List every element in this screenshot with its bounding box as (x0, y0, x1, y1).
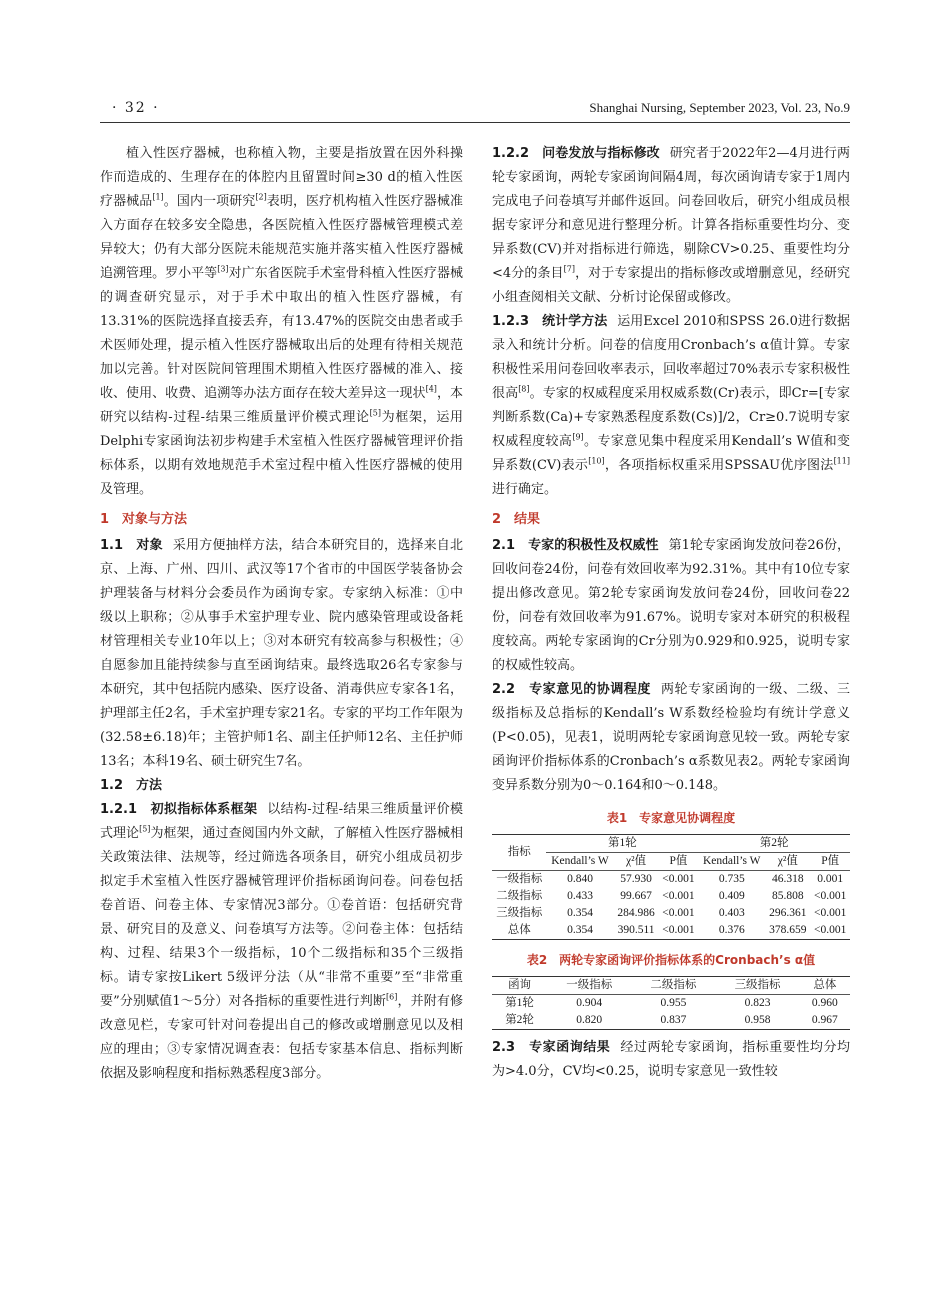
table-cell: 0.354 (567, 907, 593, 919)
table-2 (492, 976, 850, 1030)
table-cell: 0.354 (567, 924, 593, 936)
section-2-3: 2.3 专家函询结果 经过两轮专家函询，指标重要性均分均为>4.0分，CV均<0.25，说明专家意见一致性较 (492, 1040, 850, 1079)
table-1-group-round-2: 第2轮 (698, 835, 850, 853)
table-1-col: Kendall’s W (546, 853, 613, 871)
table-2-col: 一级指标 (547, 977, 631, 995)
table-cell: 二级指标 (496, 890, 543, 902)
left-column (100, 142, 463, 1086)
table-cell: 0.955 (660, 997, 687, 1009)
table-cell: 0.960 (811, 997, 838, 1009)
right-column (492, 142, 850, 1084)
table-cell: 0.735 (718, 873, 745, 885)
page-number: · 32 · (112, 100, 160, 116)
table-2-col: 函询 (492, 977, 547, 995)
section-2-2: 2.2 专家意见的协调程度 两轮专家函询的一级、二级、三级指标及总指标的Kendall’s W系数经检验均有统计学意义(P<0.05)，见表1，说明两轮专家函询意见较一致。两轮专家函询评价指标体系的Cronbach’s α系数见表2。两轮专家函询变异系数分别为0～0.164和0～0.148。 (492, 682, 850, 793)
table-cell: 0.409 (718, 890, 745, 902)
table-cell: 0.958 (744, 1014, 771, 1026)
table-cell: 一级指标 (496, 873, 543, 885)
table-cell: 296.361 (769, 907, 807, 919)
table-cell: <0.001 (813, 907, 847, 919)
table-cell: <0.001 (662, 907, 695, 919)
table-row (492, 871, 850, 889)
table-cell: 0.376 (718, 924, 745, 936)
table-2-col: 总体 (800, 977, 850, 995)
table-cell: 0.967 (811, 1014, 838, 1026)
table-cell: <0.001 (662, 924, 695, 936)
table-cell: 总体 (507, 924, 531, 936)
table-1-group-round-1: 第1轮 (546, 835, 698, 853)
table-cell: 85.808 (772, 890, 804, 902)
table-cell: 0.403 (718, 907, 745, 919)
table-1-col: Kendall’s W (698, 853, 765, 871)
section-2-heading: 2 结果 (492, 512, 541, 527)
table-row (492, 1012, 850, 1030)
table-cell: 第2轮 (505, 1014, 534, 1026)
table-2-col: 三级指标 (715, 977, 799, 995)
table-cell: <0.001 (662, 890, 695, 902)
table-cell: 0.433 (567, 890, 593, 902)
header-rule (100, 122, 850, 123)
table-row (492, 995, 850, 1013)
table-cell: <0.001 (813, 890, 847, 902)
table-cell: 378.659 (769, 924, 807, 936)
table-row (492, 888, 850, 905)
table-row (492, 905, 850, 922)
table-2-caption: 表2 两轮专家函询评价指标体系的Cronbach’s α值 (526, 953, 816, 967)
table-cell: 284.986 (617, 907, 655, 919)
table-1-col: χ²值 (765, 853, 810, 871)
table-cell: 57.930 (620, 873, 652, 885)
table-cell: 46.318 (772, 873, 804, 885)
table-cell: 0.823 (744, 997, 771, 1009)
table-cell: <0.001 (813, 924, 847, 936)
table-1 (492, 834, 850, 940)
table-cell: 0.837 (660, 1014, 687, 1026)
table-1-row-header: 指标 (492, 835, 546, 871)
intro-paragraph: 植入性医疗器械，也称植入物，主要是指放置在因外科操作而造成的、生理存在的体腔内且留置时间≥30 d的植入性医疗器械品[1]。国内一项研究[2]表明，医疗机构植入性医疗器械准入方面存在较多安全隐患，各医院植入性医疗器械管理模式差异较大；仍有大部分医院未能规范实施并落实植入性医疗器械追溯管理。罗小平等[3]对广东省医院手术室骨科植入性医疗器械的调查研究显示，对于手术中取出的植入性医疗器械，有13.31%的医院选择直接丢弃，有13.47%的医院交由患者或手术医师处理，提示植入性医疗器械取出后的处理有待相关规范加以完善。针对医院间管理围术期植入性医疗器械的准入、接收、使用、收费、追溯等办法方面存在较大差异这一现状[4]，本研究以结构-过程-结果三维质量评价模式理论[5]为框架，运用Delphi专家函询法初步构建手术室植入性医疗器械管理评价指标体系，以期有效地规范手术室过程中植入性医疗器械的使用及管理。 (100, 146, 463, 497)
table-1-caption: 表1 专家意见协调程度 (606, 811, 736, 825)
table-row (492, 922, 850, 940)
section-2-1: 2.1 专家的积极性及权威性 第1轮专家函询发放问卷26份，回收问卷24份，问卷有效回收率为92.31%。其中有10位专家提出修改意见。第2轮专家函询发放问卷24份，回收问卷22份，问卷有效回收率为91.67%。说明专家对本研究的积极程度较高。两轮专家函询的Cr分别为0.929和0.925，说明专家的权威性较高。 (492, 538, 850, 673)
table-2-col: 二级指标 (631, 977, 715, 995)
table-cell: 三级指标 (496, 907, 543, 919)
table-cell: 第1轮 (505, 997, 534, 1009)
section-1-1: 1.1 对象 采用方便抽样方法，结合本研究目的，选择来自北京、上海、广州、四川、武汉等17个省市的中国医学装备协会护理装备与材料分会委员作为函询专家。专家纳入标准：①中级以上职称；②从事手术室护理专业、院内感染管理或设备耗材管理相关专业10年以上；③对本研究有较高参与积极性；④自愿参加且能持续参与直至函询结束。最终选取26名专家参与本研究，其中包括院内感染、医疗设备、消毒供应专家各1名，护理部主任2名，手术室护理专家21名。专家的平均工作年限为(32.58±6.18)年；主管护师1名、副主任护师12名、主任护师13名；本科19名、硕士研究生7名。 (100, 538, 463, 769)
table-cell: 0.001 (817, 873, 844, 885)
section-1-2-heading: 1.2 方法 (100, 778, 163, 793)
table-cell: 99.667 (620, 890, 652, 902)
section-1-2-3: 1.2.3 统计学方法 运用Excel 2010和SPSS 26.0进行数据录入和统计分析。问卷的信度用Cronbach’s α值计算。专家积极性采用问卷回收率表示，回收率超过70%表示专家积极性很高[8]。专家的权威程度采用权威系数(Cr)表示，即Cr=[专家判断系数(Ca)+专家熟悉程度系数(Cs)]/2，Cr≥0.7说明专家权威程度较高[9]。专家意见集中程度采用Kendall’s W值和变异系数(CV)表示[10]，各项指标权重采用SPSSAU优序图法[11]进行确定。 (492, 314, 851, 497)
table-1-col: P值 (810, 853, 850, 871)
section-1-2-1: 1.2.1 初拟指标体系框架 以结构-过程-结果三维质量评价模式理论[5]为框架，通过查阅国内外文献，了解植入性医疗器械相关政策法律、法规等，经过筛选各项条目，研究小组成员初步拟定手术室植入性医疗器械管理评价指标函询问卷。问卷包括卷首语、问卷主体、专家情况3部分。①卷首语：包括研究背景、研究目的及意义、问卷填写方法等。②问卷主体：包括结构、过程、结果3个一级指标，10个二级指标和35个三级指标。请专家按Likert 5级评分法（从“非常不重要”至“非常重要”分别赋值1～5分）对各指标的重要性进行判断[6]，并附有修改意见栏，专家可针对问卷提出自己的修改或增删意见以及相应的理由；③专家情况调查表：包括专家基本信息、指标判断依据及影响程度和指标熟悉程度3部分。 (100, 802, 463, 1081)
section-1-heading: 1 对象与方法 (100, 512, 188, 527)
table-cell: 0.840 (567, 873, 593, 885)
table-cell: 0.904 (576, 997, 603, 1009)
table-cell: <0.001 (662, 873, 695, 885)
table-cell: 390.511 (617, 924, 655, 936)
table-1-col: P值 (659, 853, 699, 871)
table-cell: 0.820 (576, 1014, 603, 1026)
table-1-col: χ²值 (614, 853, 659, 871)
journal-header: Shanghai Nursing, September 2023, Vol. 23, No.9 (589, 100, 850, 115)
section-1-2-2: 1.2.2 问卷发放与指标修改 研究者于2022年2—4月进行两轮专家函询，两轮专家函询间隔4周，每次函询请专家于1周内完成电子问卷填写并邮件返回。问卷回收后，研究小组成员根据专家评分和意见进行整理分析。计算各指标重要性均分、变异系数(CV)并对指标进行筛选，剔除CV>0.25、重要性均分<4分的条目[7]，对于专家提出的指标修改或增删意见，经研究小组查阅相关文献、分析讨论保留或修改。 (492, 146, 850, 305)
